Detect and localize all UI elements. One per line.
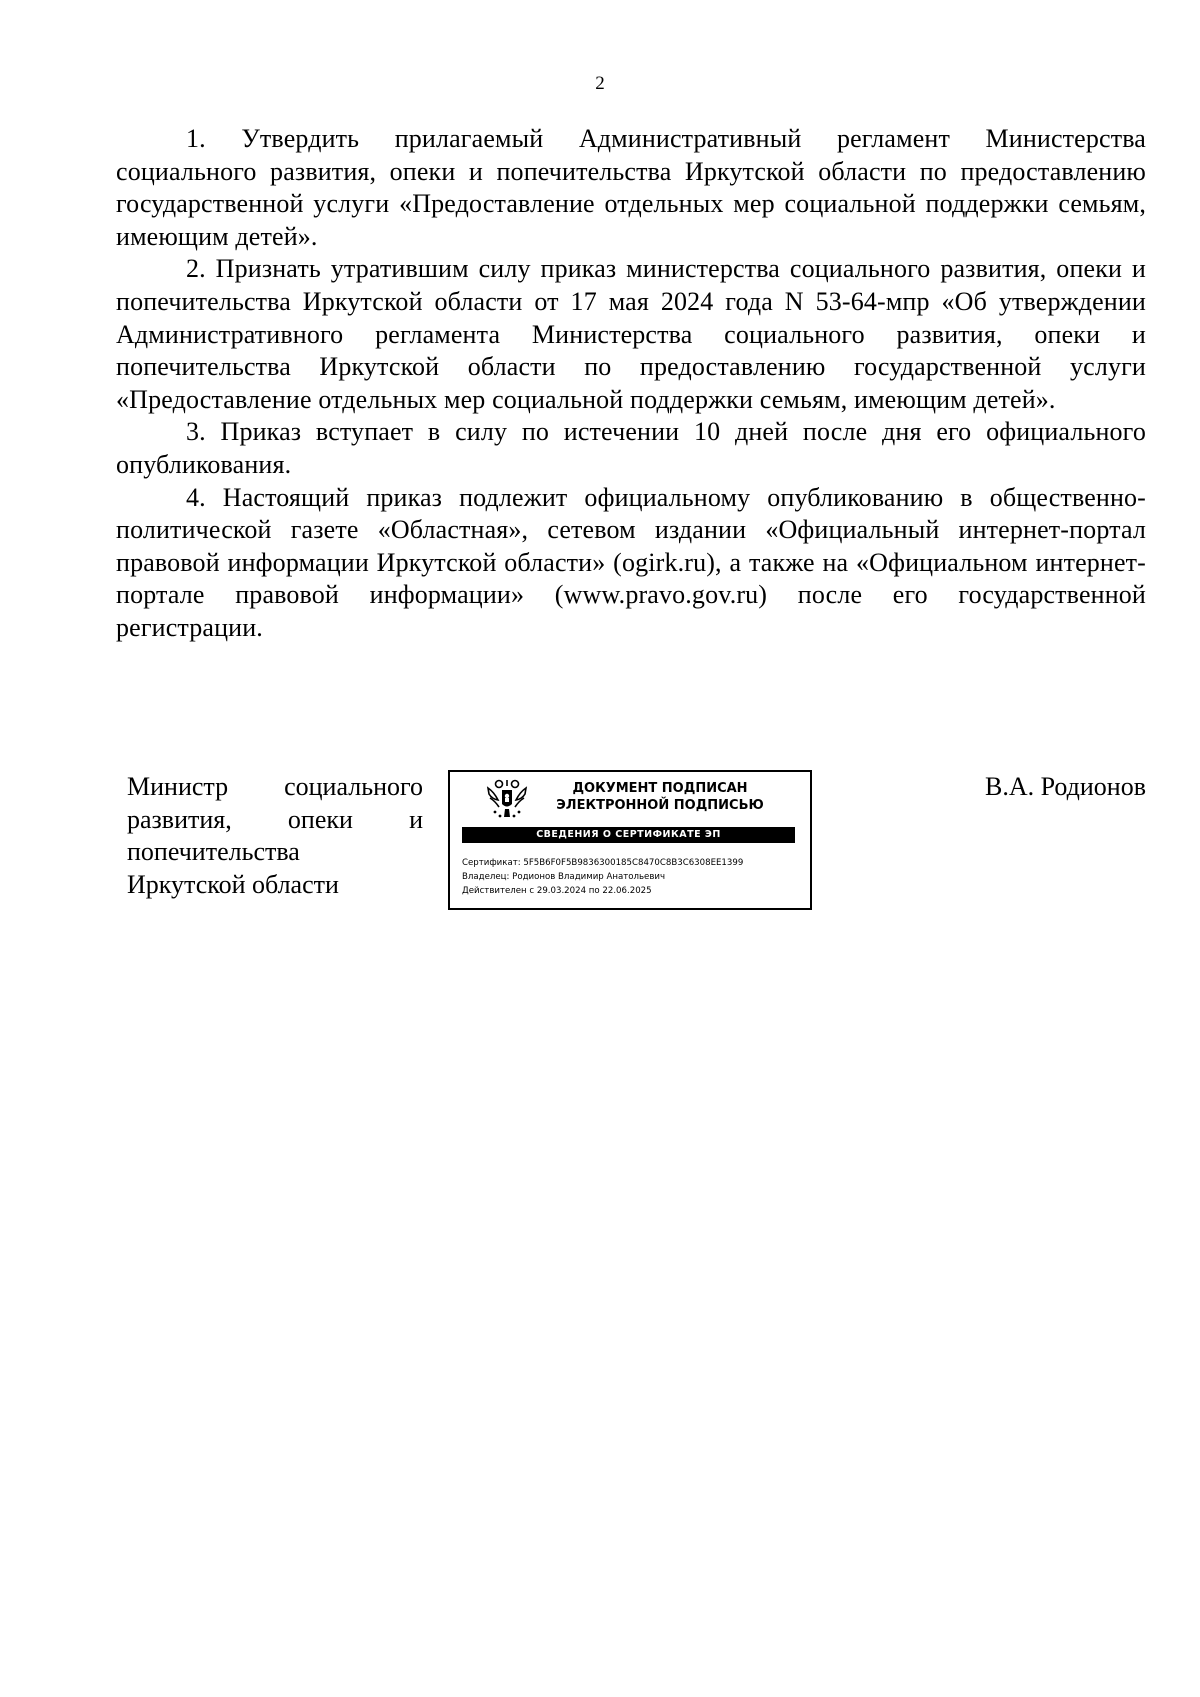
position-line-2: развития, опеки и xyxy=(127,804,423,834)
certificate-info-bar: СВЕДЕНИЯ О СЕРТИФИКАТЕ ЭП xyxy=(462,827,795,843)
certificate-details xyxy=(462,856,806,898)
position-line-3: попечительства xyxy=(127,837,300,867)
electronic-signature-stamp xyxy=(448,770,812,910)
certificate-validity: Действителен с 29.03.2024 по 22.06.2025 xyxy=(462,886,652,896)
paragraph-1: 1. Утвердить прилагаемый Административный регламент Министерства социального развития, опеки и попечительства Иркутской области по предоставлению государственной услуги «Предоставление отдельных мер социальной поддержки семьям, имеющим детей». xyxy=(116,124,1146,251)
stamp-title-line-2: ЭЛЕКТРОННОЙ ПОДПИСЬЮ xyxy=(556,798,764,813)
russian-coat-of-arms-icon xyxy=(486,776,528,822)
signatory-name: В.А. Родионов xyxy=(984,772,1146,801)
paragraph-3: 3. Приказ вступает в силу по истечении 10 дней после дня его официального опубликования. xyxy=(116,417,1146,479)
order-text xyxy=(116,123,1146,645)
signatory-position xyxy=(127,771,423,901)
certificate-number: Сертификат: 5F5B6F0F5B9836300185C8470C8B3C6308EE1399 xyxy=(462,858,744,868)
position-line-4: Иркутской области xyxy=(127,869,339,899)
paragraph-2: 2. Признать утратившим силу приказ министерства социального развития, опеки и попечительства Иркутской области от 17 мая 2024 года N 53-64-мпр «Об утверждении Административного регламента Министерства социального развития, опеки и попечительства Иркутской области по предоставлению государственной услуги «Предоставление отдельных мер социальной поддержки семьям, имеющим детей». xyxy=(116,254,1146,414)
stamp-title xyxy=(540,780,780,814)
stamp-title-line-1: ДОКУМЕНТ ПОДПИСАН xyxy=(572,781,748,796)
paragraph-4: 4. Настоящий приказ подлежит официальному опубликованию в общественно-политической газете «Областная», сетевом издании «Официальный интернет-портал правовой информации Иркутской области» (ogirk.ru), а также на «Официальном интернет-портале правовой информации» (www.pravo.gov.ru) после его государственной регистрации. xyxy=(116,482,1146,642)
page-number: 2 xyxy=(595,73,605,94)
certificate-owner: Владелец: Родионов Владимир Анатольевич xyxy=(462,872,666,882)
position-line-1: Министр социального xyxy=(127,772,423,801)
